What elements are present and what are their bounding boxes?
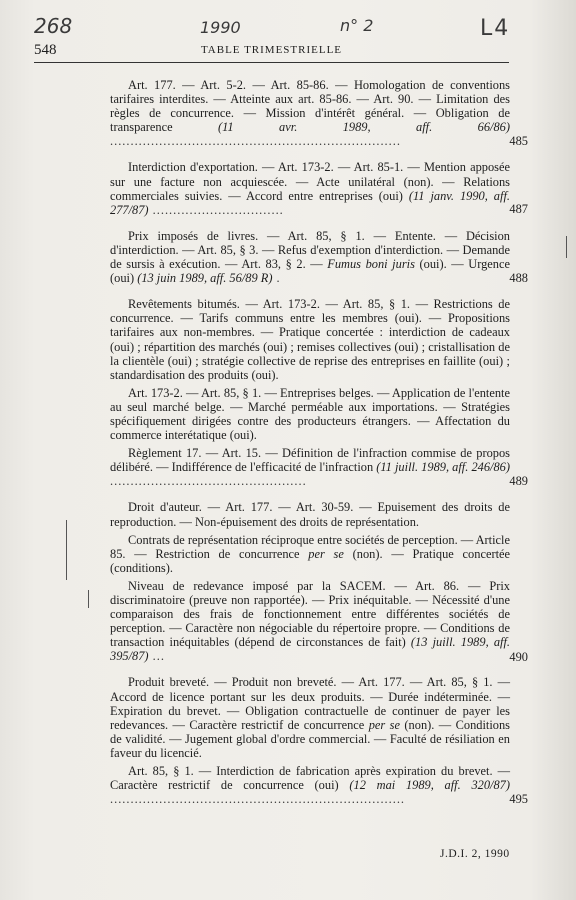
margin-mark (66, 520, 67, 580)
page-number: 548 (34, 42, 57, 58)
entry-page-number: 490 (509, 650, 528, 664)
entry-reference: Fumus boni juris (327, 257, 415, 272)
entry-reference: (13 juin 1989, aff. 56/89 R) (137, 271, 273, 286)
entry-text: Contrats de représentation réciproque entre sociétés de perception. — Article 85. — Restriction de concurrence (110, 532, 510, 561)
entry-text: Droit d'auteur. — Art. 177. — Art. 30-59. — Epuisement des droits de reproduction. — Non-épuisement des droits de représentation. (110, 500, 510, 529)
entry-reference: per se (308, 546, 344, 561)
leader-dots: ................................................ (110, 474, 307, 489)
leader-dots: . (272, 271, 281, 286)
table-entry (110, 229, 510, 285)
table-content (110, 78, 510, 818)
entry-page-number: 488 (509, 271, 528, 285)
entry-paragraph (110, 675, 510, 760)
handwritten-note-year: 1990 (200, 18, 241, 37)
entry-paragraph (110, 297, 510, 382)
leader-dots: ................................ (148, 202, 284, 217)
entry-text: Niveau de redevance imposé par la SACEM. — Art. 86. — Prix discriminatoire (preuve non rapportée). — Prix inéquitable. — Nécessité d'une comparaison des frais de fonctionnement entre différentes sociétés de perception. — Caractère non négociable du répertoire propre. — Conditions de transaction inéquitables (dépend de circonstances de fait) (110, 578, 510, 650)
entry-text: Art. 177. — Art. 5-2. — Art. 85-86. — Homologation de conventions tarifaires interdites. — Atteinte aux art. 85-86. — Art. 90. — Limitation des règles de concurrence. — Mission d'intérêt général. — Obligation de transparence (110, 78, 510, 135)
leader-dots: ... (148, 649, 165, 664)
entry-text: Produit breveté. — Produit non breveté. — Art. 177. — Art. 85, § 1. — Accord de licence portant sur les deux produits. — Durée indéterminée. — Expiration du brevet. — Obligation contractuelle de continuer de payer les redevances. — Caractère restrictif de concurrence (110, 675, 510, 732)
entry-text: Interdiction d'exportation. — Art. 173-2. — Art. 85-1. — Mention apposée sur une facture non acquiescée. — Acte unilatéral (non). — Relations commerciales suivies. — Accord entre entreprises (oui) (110, 160, 510, 203)
table-entry (110, 78, 510, 148)
entry-paragraph (110, 78, 510, 148)
entry-text: (oui). — Urgence (oui) (110, 257, 510, 286)
entry-paragraph (110, 579, 510, 664)
entry-reference: (13 juill. 1989, aff. 395/87) (110, 635, 510, 664)
table-entry (110, 675, 510, 806)
entry-text: Art. 85, § 1. — Interdiction de fabrication après expiration du brevet. — Caractère restrictif de concurrence (oui) (110, 764, 510, 793)
margin-mark (88, 590, 89, 608)
table-entry (110, 297, 510, 488)
entry-text: Revêtements bitumés. — Art. 173-2. — Art. 85, § 1. — Restrictions de concurrence. — Tarifs communs entre les membres (oui). — Propositions tarifaires aux non-membres. — Pratique concertée : interdiction de cadeaux (oui) ; répartition des marchés (oui) ; remises collectives (oui) ; cristallisation de la clientèle (oui) ; stratégie collective de reprise des entreprises en faillite (oui) ; standardisation des produits (oui). (110, 297, 510, 382)
entry-page-number: 487 (509, 202, 528, 216)
entry-text: Règlement 17. — Art. 15. — Définition de l'infraction commise de propos délibéré. — Indifférence de l'efficacité de l'infraction (110, 446, 510, 475)
entry-reference: (11 avr. 1989, aff. 66/86) (218, 120, 510, 135)
page-footer: J.D.I. 2, 1990 (440, 848, 510, 860)
entry-paragraph (110, 160, 510, 216)
entry-reference: per se (368, 717, 400, 732)
entry-paragraph (110, 533, 510, 575)
leader-dots: ........................................................................ (110, 792, 406, 807)
entry-page-number: 485 (509, 134, 528, 148)
entry-text: Art. 173-2. — Art. 85, § 1. — Entreprises belges. — Application de l'entente au seul marché belge. — Marché perméable aux importations. — Stratégies spécifiquement dirigées contre des producteurs étrangers. — Affectation du commerce interétatique (oui). (110, 385, 510, 443)
handwritten-note-right: L4 (480, 16, 511, 41)
margin-mark (566, 236, 567, 258)
handwritten-note-number: n° 2 (340, 16, 374, 35)
entry-paragraph (110, 764, 510, 806)
entry-text: (non). — Pratique concertée (conditions). (110, 546, 511, 575)
table-entry (110, 500, 510, 663)
entry-reference: (12 mai 1989, aff. 320/87) (349, 778, 510, 793)
entry-paragraph (110, 500, 510, 528)
leader-dots: ....................................................................... (110, 134, 401, 149)
entry-paragraph (110, 386, 510, 442)
table-entry (110, 160, 510, 216)
entry-text: Prix imposés de livres. — Art. 85, § 1. — Entente. — Décision d'interdiction. — Art. 85, § 3. — Refus d'exemption d'interdiction. — Demande de sursis à exécution. — Art. 83, § 2. — (110, 228, 510, 272)
page-title: TABLE TRIMESTRIELLE (200, 44, 343, 56)
entry-paragraph (110, 229, 510, 285)
entry-page-number: 495 (509, 792, 528, 806)
entry-reference: (11 janv. 1990, aff. 277/87) (110, 188, 510, 217)
page-header (34, 40, 509, 63)
handwritten-note-left: 268 (34, 14, 73, 38)
entry-paragraph (110, 446, 510, 488)
entry-page-number: 489 (509, 474, 528, 488)
entry-reference: (11 juill. 1989, aff. 246/86) (376, 460, 511, 475)
entry-text: (non). — Conditions de validité. — Jugement global d'ordre commercial. — Faculté de résiliation en faveur du licencié. (110, 717, 510, 760)
